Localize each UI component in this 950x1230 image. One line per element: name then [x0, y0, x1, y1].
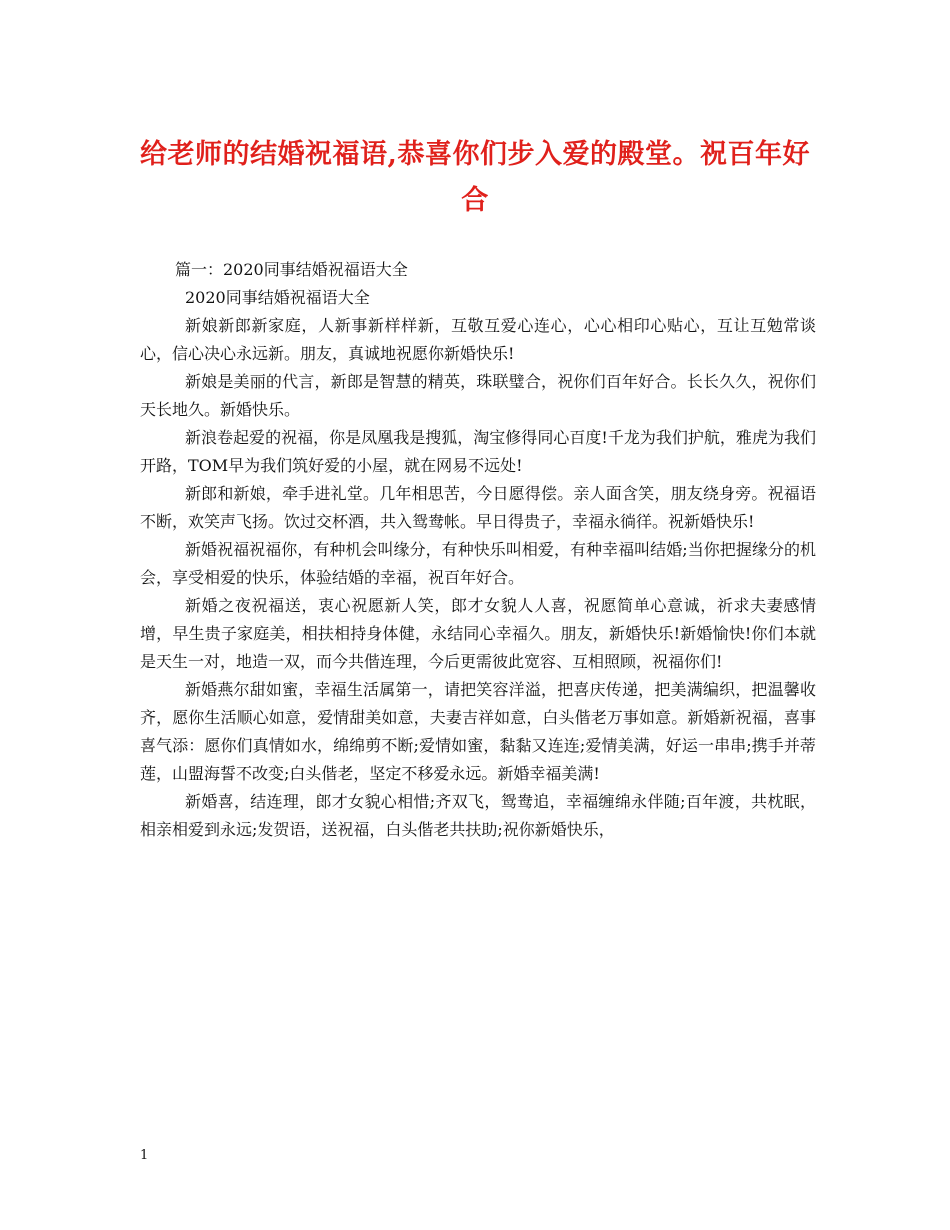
paragraph: 新婚喜，结连理，郎才女貌心相惜;齐双飞，鸳鸯追，幸福缠绵永伴随;百年渡，共枕眠，相亲相爱到永远;发贺语，送祝福，白头偕老共扶助;祝你新婚快乐，	[140, 792, 816, 839]
document-title: 给老师的结婚祝福语,恭喜你们步入爱的殿堂。祝百年好合	[140, 139, 810, 216]
section-heading: 篇一：2020同事结婚祝福语大全	[175, 260, 408, 279]
subheading: 2020同事结婚祝福语大全	[185, 288, 370, 307]
paragraph: 新婚之夜祝福送，衷心祝愿新人笑，郎才女貌人人喜，祝愿简单心意诚，祈求夫妻感情增，早生贵子家庭美，相扶相持身体健，永结同心幸福久。朋友，新婚快乐!新婚愉快!你们本就是天生一对，地造一双，而今共偕连理，今后更需彼此宽容、互相照顾，祝福你们!	[140, 596, 816, 671]
paragraph: 新郎和新娘，牵手进礼堂。几年相思苦，今日愿得偿。亲人面含笑，朋友绕身旁。祝福语不断，欢笑声飞扬。饮过交杯酒，共入鸳鸯帐。早日得贵子，幸福永徜徉。祝新婚快乐!	[140, 484, 816, 531]
document-body	[140, 256, 816, 844]
paragraph: 新娘是美丽的代言，新郎是智慧的精英，珠联璧合，祝你们百年好合。长长久久，祝你们天长地久。新婚快乐。	[140, 372, 816, 419]
paragraph: 新浪卷起爱的祝福，你是凤凰我是搜狐，淘宝修得同心百度!千龙为我们护航，雅虎为我们开路，TOM早为我们筑好爱的小屋，就在网易不远处!	[140, 428, 816, 475]
page-number: 1	[140, 1148, 149, 1163]
paragraph: 新婚燕尔甜如蜜，幸福生活属第一，请把笑容洋溢，把喜庆传递，把美满编织，把温馨收齐，愿你生活顺心如意，爱情甜美如意，夫妻吉祥如意，白头偕老万事如意。新婚新祝福，喜事喜气添：愿你们真情如水，绵绵剪不断;爱情如蜜，黏黏又连连;爱情美满，好运一串串;携手并蒂莲，山盟海誓不改变;白头偕老，坚定不移爱永远。新婚幸福美满!	[140, 680, 816, 783]
paragraph: 新婚祝福祝福你，有种机会叫缘分，有种快乐叫相爱，有种幸福叫结婚;当你把握缘分的机会，享受相爱的快乐，体验结婚的幸福，祝百年好合。	[140, 540, 816, 587]
paragraph: 新娘新郎新家庭，人新事新样样新，互敬互爱心连心，心心相印心贴心，互让互勉常谈心，信心决心永远新。朋友，真诚地祝愿你新婚快乐!	[140, 316, 816, 363]
